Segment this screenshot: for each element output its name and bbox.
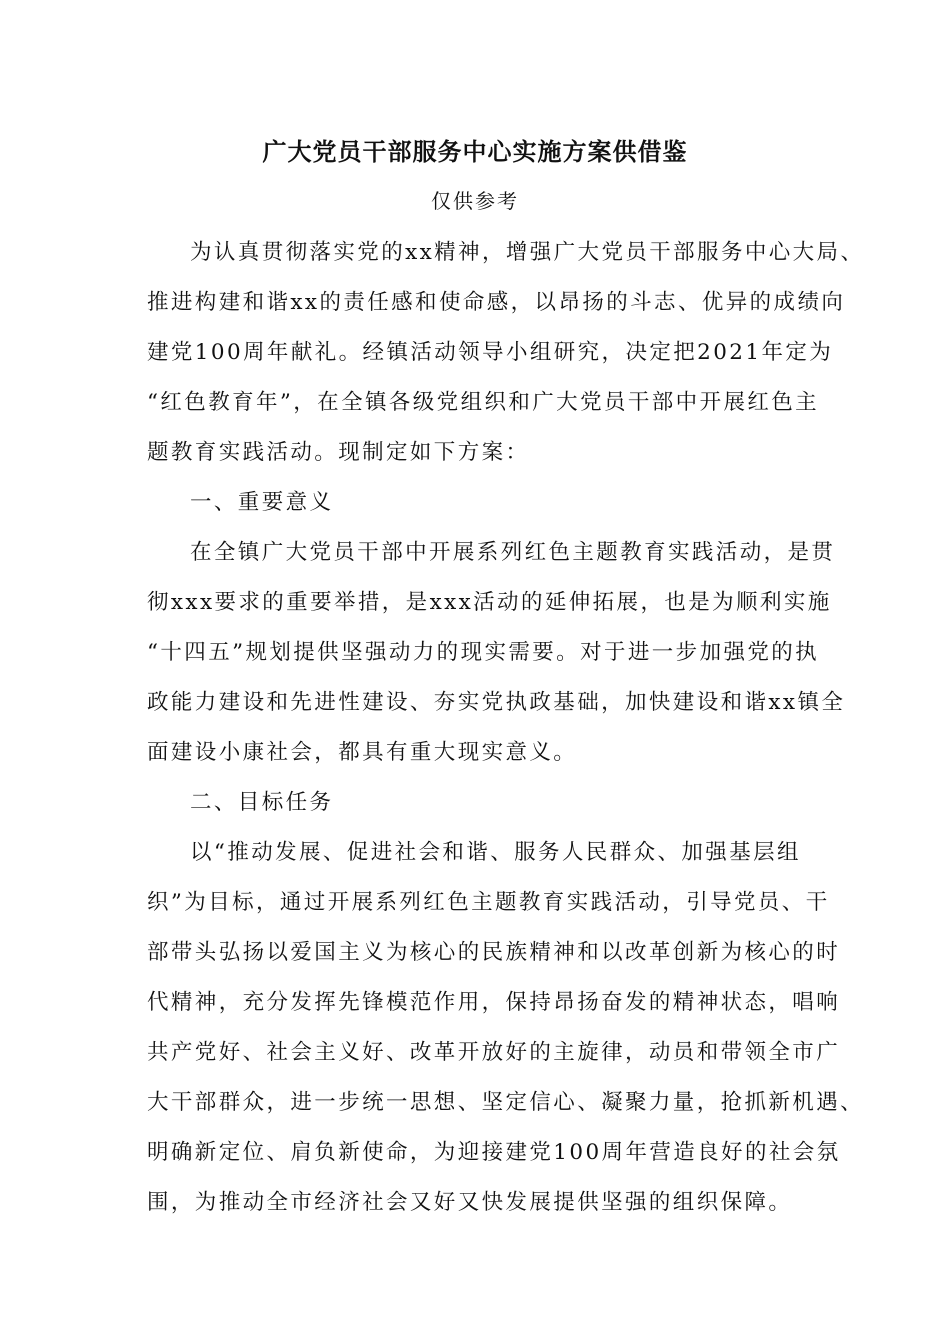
body-line: 围，为推动全市经济社会又好又快发展提供坚强的组织保障。 [147,1190,793,1215]
body-line: 织”为目标，通过开展系列红色主题教育实践活动，引导党员、干 [147,890,830,915]
body-line: 明确新定位、肩负新使命，为迎接建党100周年营造良好的社会氛 [147,1140,841,1165]
section-heading: 二、目标任务 [190,790,334,815]
body-line: 彻xxx要求的重要举措，是xxx活动的延伸拓展，也是为顺利实施 [147,590,832,615]
body-line: “红色教育年”，在全镇各级党组织和广大党员干部中开展红色主 [147,390,820,415]
body-line: 推进构建和谐xx的责任感和使命感，以昂扬的斗志、优异的成绩向 [147,290,846,315]
body-line: “十四五”规划提供坚强动力的现实需要。对于进一步加强党的执 [147,640,820,665]
body-line: 代精神，充分发挥先锋模范作用，保持昂扬奋发的精神状态，唱响 [147,990,841,1015]
body-line: 面建设小康社会，都具有重大现实意义。 [147,740,578,765]
body-line: 建党100周年献礼。经镇活动领导小组研究，决定把2021年定为 [147,340,834,365]
document-title: 广大党员干部服务中心实施方案供借鉴 [262,137,688,166]
body-line: 在全镇广大党员干部中开展系列红色主题教育实践活动，是贯 [190,540,836,565]
document-subtitle: 仅供参考 [431,189,519,213]
body-line: 大干部群众，进一步统一思想、坚定信心、凝聚力量，抢抓新机遇、 [147,1090,865,1115]
section-heading: 一、重要意义 [190,490,334,515]
body-line: 共产党好、社会主义好、改革开放好的主旋律，动员和带领全市广 [147,1040,841,1065]
body-line: 为认真贯彻落实党的xx精神，增强广大党员干部服务中心大局、 [190,240,865,265]
body-line: 政能力建设和先进性建设、夯实党执政基础，加快建设和谐xx镇全 [147,690,846,715]
body-line: 部带头弘扬以爱国主义为核心的民族精神和以改革创新为核心的时 [147,940,841,965]
body-line: 题教育实践活动。现制定如下方案： [147,440,530,465]
body-line: 以“推动发展、促进社会和谐、服务人民群众、加强基层组 [190,840,801,865]
